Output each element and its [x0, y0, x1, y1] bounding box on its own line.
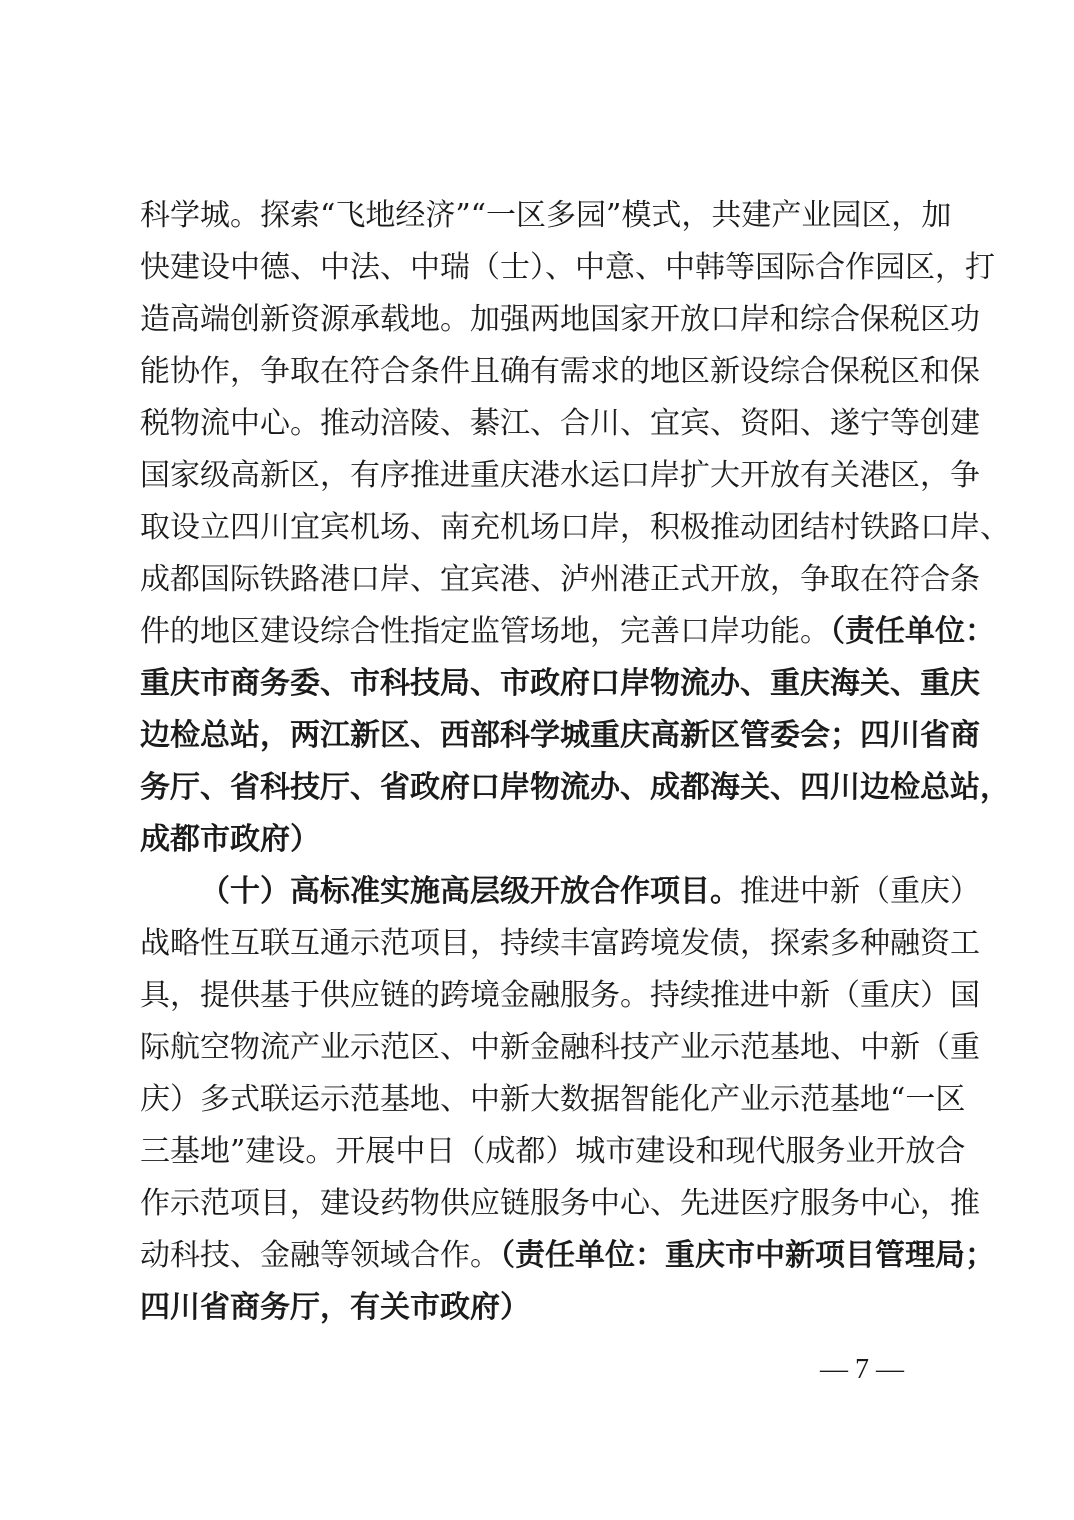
page-number: — 7 — — [820, 1354, 904, 1385]
body-line: 快建设中德、中法、中瑞（士）、中意、中韩等国际合作园区，打 — [140, 250, 995, 285]
responsibility-label: （责任单位：重庆市中新项目管理局； — [500, 1238, 995, 1273]
responsibility-label: （责任单位： — [830, 614, 995, 649]
body-line: 国家级高新区，有序推进重庆港水运口岸扩大开放有关港区，争 — [140, 458, 980, 493]
responsibility-line: 重庆市商务委、市科技局、市政府口岸物流办、重庆海关、重庆 — [140, 666, 980, 701]
responsibility-line: 务厅、省科技厅、省政府口岸物流办、成都海关、四川边检总站， — [140, 770, 1010, 805]
section-heading-line — [200, 872, 980, 912]
body-line: 三基地”建设。开展中日（成都）城市建设和现代服务业开放合 — [140, 1134, 966, 1169]
body-line: 战略性互联互通示范项目，持续丰富跨境发债，探索多种融资工 — [140, 926, 980, 961]
body-line: 税物流中心。推动涪陵、綦江、合川、宜宾、资阳、遂宁等创建 — [140, 406, 980, 441]
body-text: 推进中新（重庆） — [740, 874, 980, 909]
responsibility-line: 四川省商务厅，有关市政府） — [140, 1290, 530, 1325]
body-line-mixed — [140, 1236, 995, 1276]
body-line: 际航空物流产业示范区、中新金融科技产业示范基地、中新（重 — [140, 1030, 980, 1065]
body-line: 能协作，争取在符合条件且确有需求的地区新设综合保税区和保 — [140, 354, 980, 389]
body-line: 庆）多式联运示范基地、中新大数据智能化产业示范基地“一区 — [140, 1082, 966, 1117]
body-line: 科学城。探索“飞地经济”“一区多园”模式，共建产业园区，加 — [140, 198, 952, 233]
body-text: 动科技、金融等领域合作。 — [140, 1238, 500, 1273]
body-line: 作示范项目，建设药物供应链服务中心、先进医疗服务中心，推 — [140, 1186, 980, 1221]
section-heading: （十）高标准实施高层级开放合作项目。 — [200, 874, 740, 909]
body-text: 件的地区建设综合性指定监管场地，完善口岸功能。 — [140, 614, 830, 649]
body-line: 成都国际铁路港口岸、宜宾港、泸州港正式开放，争取在符合条 — [140, 562, 980, 597]
body-line: 取设立四川宜宾机场、南充机场口岸，积极推动团结村铁路口岸、 — [140, 510, 1010, 545]
body-line: 具，提供基于供应链的跨境金融服务。持续推进中新（重庆）国 — [140, 978, 980, 1013]
responsibility-line: 边检总站，两江新区、西部科学城重庆高新区管委会；四川省商 — [140, 718, 980, 753]
body-line: 造高端创新资源承载地。加强两地国家开放口岸和综合保税区功 — [140, 302, 980, 337]
responsibility-line: 成都市政府） — [140, 822, 320, 857]
body-line-mixed — [140, 612, 995, 652]
